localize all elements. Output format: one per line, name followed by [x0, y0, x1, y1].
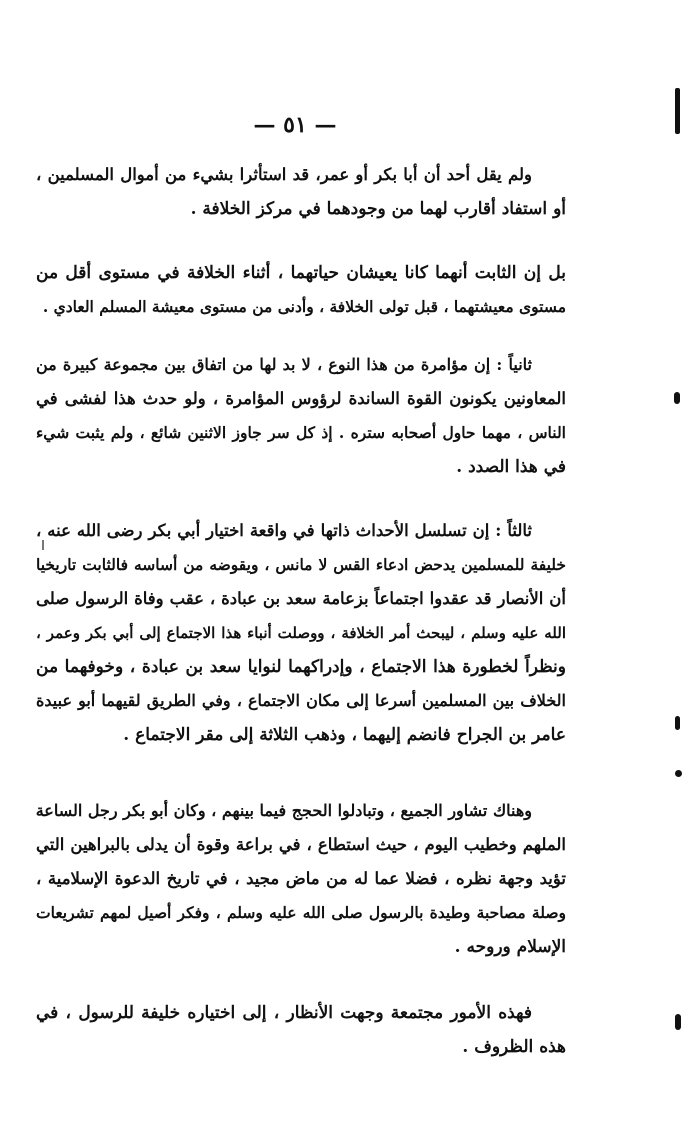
text-line: هذه الظروف .	[462, 1037, 566, 1057]
text-line: بل إن الثابت أنهما كانا يعيشان حياتهما ، أثناء الخلافة في مستوى أقل من	[36, 263, 566, 283]
text-line: ثانياً : إن مؤامرة من هذا النوع ، لا بد لها من اتفاق بين مجموعة كبيرة من	[36, 355, 532, 374]
text-line: الخلاف بين المسلمين أسرعا إلى مكان الاجتماع ، وفي الطريق لقيهما أبو عبيدة	[36, 691, 566, 710]
scan-speck	[675, 1014, 681, 1030]
scan-edge-mark	[675, 88, 680, 134]
text-line: مستوى معيشتهما ، قبل تولى الخلافة ، وأدنى من مستوى معيشة المسلم العادي .	[42, 297, 566, 316]
text-line: أو استفاد أقارب لهما من وجودهما في مركز الخلافة .	[190, 199, 566, 219]
text-line: تؤيد وجهة نظره ، فضلا عما له من ماض مجيد ، في تاريخ الدعوة الإسلامية ،	[36, 869, 566, 888]
text-line: ثالثاً : إن تسلسل الأحداث ذاتها في واقعة اختيار أبي بكر رضى الله عنه ،	[36, 521, 532, 540]
text-line: الناس ، مهما حاول أصحابه ستره . إذ كل سر جاوز الاثنين شائع ، ولم يثبت شيء	[36, 423, 566, 442]
paragraph-5	[36, 794, 566, 964]
paragraph-1	[36, 158, 566, 226]
text-line: عامر بن الجراح فانضم إليهما ، وذهب الثلاثة إلى مقر الاجتماع .	[123, 725, 566, 745]
paragraph-4	[36, 514, 566, 752]
text-line: في هذا الصدد .	[456, 457, 566, 477]
text-line: المعاونين يكونون القوة الساندة لرؤوس المؤامرة ، ولو حدث هذا لفشى في	[36, 389, 566, 408]
text-line: الله عليه وسلم ، ليبحث أمر الخلافة ، ووصلت أنباء هذا الاجتماع إلى أبي بكر وعمر ،	[36, 624, 566, 642]
paragraph-6	[36, 996, 566, 1064]
text-line: الملهم وخطيب اليوم ، حيث استطاع ، في براعة وقوة أن يدلى بالبراهين التي	[36, 835, 566, 854]
page-number: — ٥١ —	[253, 112, 337, 138]
scan-speck	[675, 716, 680, 730]
text-line: وصلة مصاحبة وطيدة بالرسول صلى الله عليه وسلم ، وفكر أصيل لمهم تشريعات	[36, 903, 566, 922]
text-line: ولم يقل أحد أن أبا بكر أو عمر، قد استأثرا بشيء من أموال المسلمين ،	[36, 165, 532, 184]
text-line: أن الأنصار قد عقدوا اجتماعاً بزعامة سعد بن عبادة ، عقب وفاة الرسول صلى	[36, 589, 566, 608]
paragraph-2	[36, 256, 566, 324]
paragraph-3	[36, 348, 566, 484]
text-line: وهناك تشاور الجميع ، وتبادلوا الحجج فيما بينهم ، وكان أبو بكر رجل الساعة	[36, 801, 532, 820]
text-line: فهذه الأمور مجتمعة وجهت الأنظار ، إلى اختياره خليفة للرسول ، في	[36, 1003, 532, 1023]
scan-speck	[675, 770, 682, 777]
text-line: خليفة للمسلمين يدحض ادعاء القس لا مانس ، ويقوضه من أساسه فالثابت تاريخيا	[36, 555, 566, 574]
text-line: الإسلام وروحه .	[454, 937, 566, 957]
scan-speck	[674, 392, 680, 404]
text-line: ونظراً لخطورة هذا الاجتماع ، وإدراكهما لنوايا سعد بن عبادة ، وخوفهما من	[36, 657, 566, 677]
